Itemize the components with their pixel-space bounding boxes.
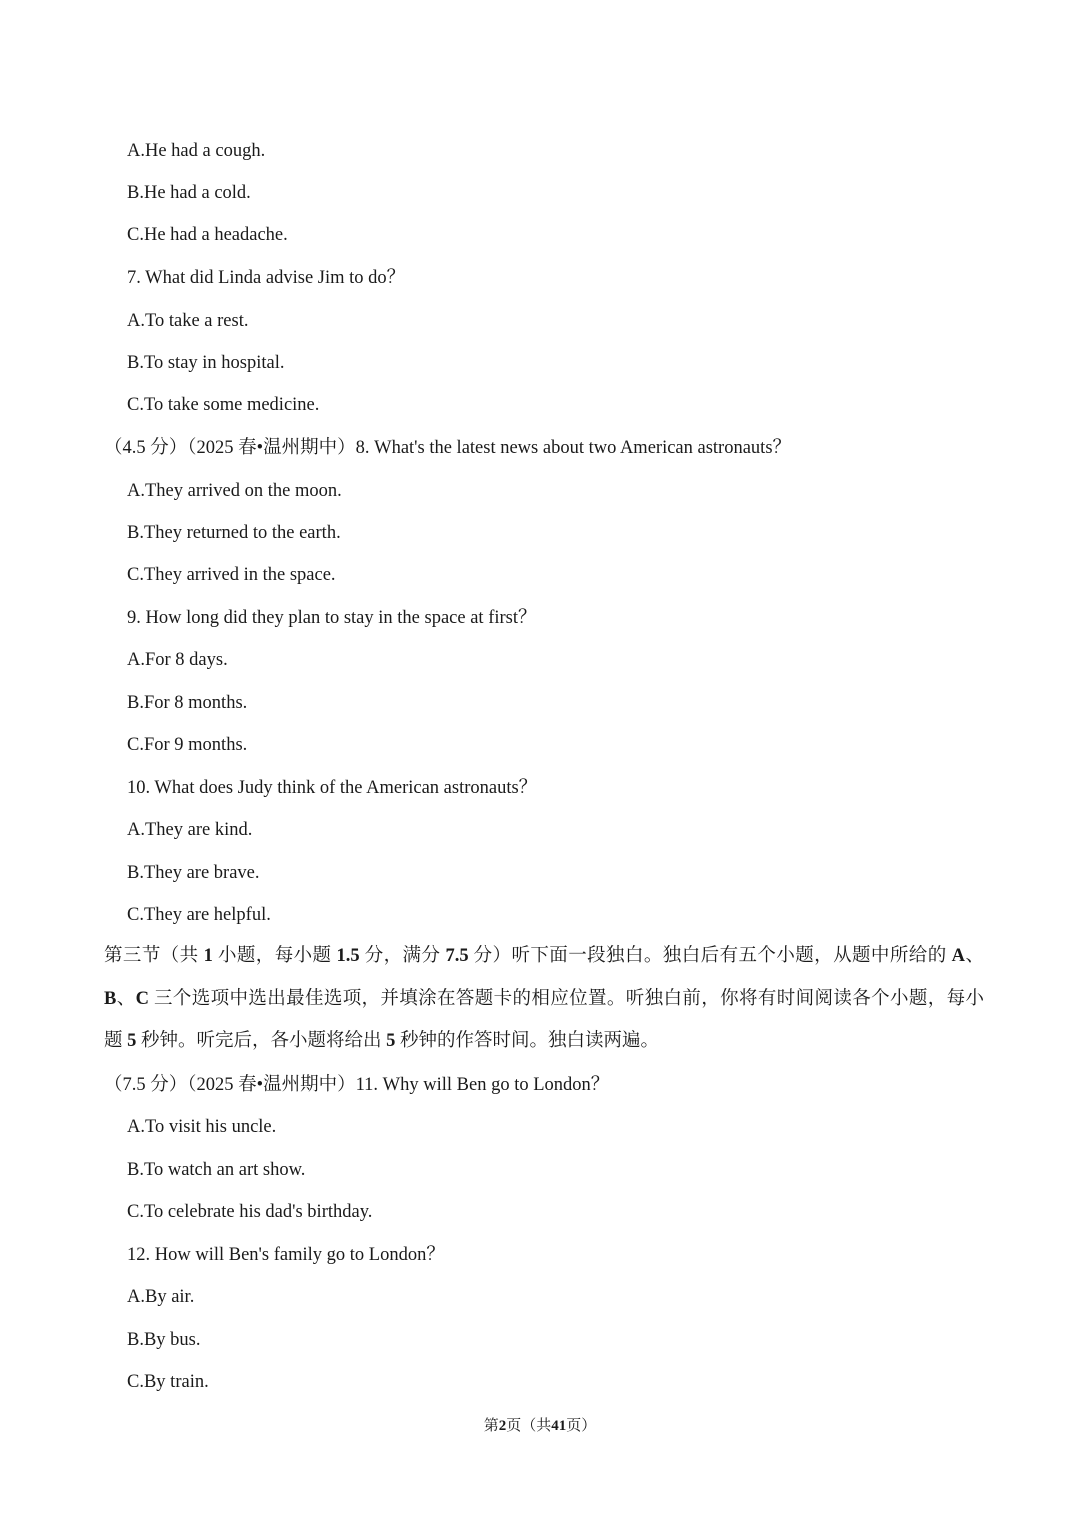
q11-option-c: C.To celebrate his dad's birthday. xyxy=(127,1202,373,1222)
q8-option-a: A.They arrived on the moon. xyxy=(127,481,342,501)
q12-option-c: C.By train. xyxy=(127,1372,209,1392)
q10-option-a: A.They are kind. xyxy=(127,820,253,840)
q9-option-c: C.For 9 months. xyxy=(127,735,248,755)
q12-question: 12. How will Ben's family go to London？ xyxy=(127,1245,445,1265)
q6-option-b: B.He had a cold. xyxy=(127,183,251,203)
q10-option-c: C.They are helpful. xyxy=(127,905,271,925)
section-3-choice-b: B xyxy=(104,988,117,1009)
section-3-reading-seconds: 5 xyxy=(127,1031,137,1051)
q10-option-b: B.They are brave. xyxy=(127,863,260,883)
q8-header: （4.5 分）（2025 春•温州期中）8. What's the latest news about two American astronauts？ xyxy=(104,438,792,458)
footer-prefix: 第 xyxy=(483,1418,499,1434)
q7-question: 7. What did Linda advise Jim to do？ xyxy=(127,268,406,288)
section-3-text-7: 三个选项中选出最佳选项，并填涂在答题卡的相应位置。听独白前，你将有时间阅读各个小题，每小题 xyxy=(104,988,984,1051)
section-3-points-each: 1.5 xyxy=(336,946,360,966)
section-3-text-5: 、 xyxy=(965,946,984,966)
footer-total-pages: 41 xyxy=(551,1418,567,1434)
q7-option-c: C.To take some medicine. xyxy=(127,395,320,415)
section-3-points-total: 7.5 xyxy=(445,946,469,966)
q9-option-b: B.For 8 months. xyxy=(127,693,248,713)
section-3-text-3: 分，满分 xyxy=(359,946,446,966)
section-3-count: 1 xyxy=(203,946,213,966)
q11-option-a: A.To visit his uncle. xyxy=(127,1117,277,1137)
section-3-text-4: 分）听下面一段独白。独白后有五个小题，从题中所给的 xyxy=(468,946,952,966)
q9-question: 9. How long did they plan to stay in the space at first？ xyxy=(127,608,537,628)
q7-option-b: B.To stay in hospital. xyxy=(127,353,285,373)
q9-option-a: A.For 8 days. xyxy=(127,650,228,670)
section-3-choice-a: A xyxy=(951,946,966,966)
section-3-choice-c: C xyxy=(135,988,149,1009)
q6-option-a: A.He had a cough. xyxy=(127,141,266,161)
section-3-text-8: 秒钟。听完后，各小题将给出 xyxy=(136,1031,387,1051)
q6-option-c: C.He had a headache. xyxy=(127,225,288,245)
footer-suffix: 页） xyxy=(566,1418,597,1434)
q12-option-a: A.By air. xyxy=(127,1287,195,1307)
section-3-text-1: 第三节（共 xyxy=(104,946,204,966)
q7-option-a: A.To take a rest. xyxy=(127,311,249,331)
q11-header: （7.5 分）（2025 春•温州期中）11. Why will Ben go to London？ xyxy=(104,1075,610,1095)
page-footer xyxy=(0,1416,1080,1436)
footer-middle: 页（共 xyxy=(506,1418,552,1434)
q8-option-b: B.They returned to the earth. xyxy=(127,523,341,543)
section-3-answer-seconds: 5 xyxy=(386,1031,396,1051)
q8-option-c: C.They arrived in the space. xyxy=(127,565,336,585)
q11-option-b: B.To watch an art show. xyxy=(127,1160,306,1180)
section-3-text-9: 秒钟的作答时间。独白读两遍。 xyxy=(395,1031,660,1051)
section-3-text-6: 、 xyxy=(116,988,136,1009)
q12-option-b: B.By bus. xyxy=(127,1330,201,1350)
footer-page-number: 2 xyxy=(498,1418,507,1434)
q10-question: 10. What does Judy think of the American astronauts？ xyxy=(127,778,538,798)
section-3-instructions xyxy=(104,935,984,1063)
section-3-text-2: 小题，每小题 xyxy=(212,946,337,966)
